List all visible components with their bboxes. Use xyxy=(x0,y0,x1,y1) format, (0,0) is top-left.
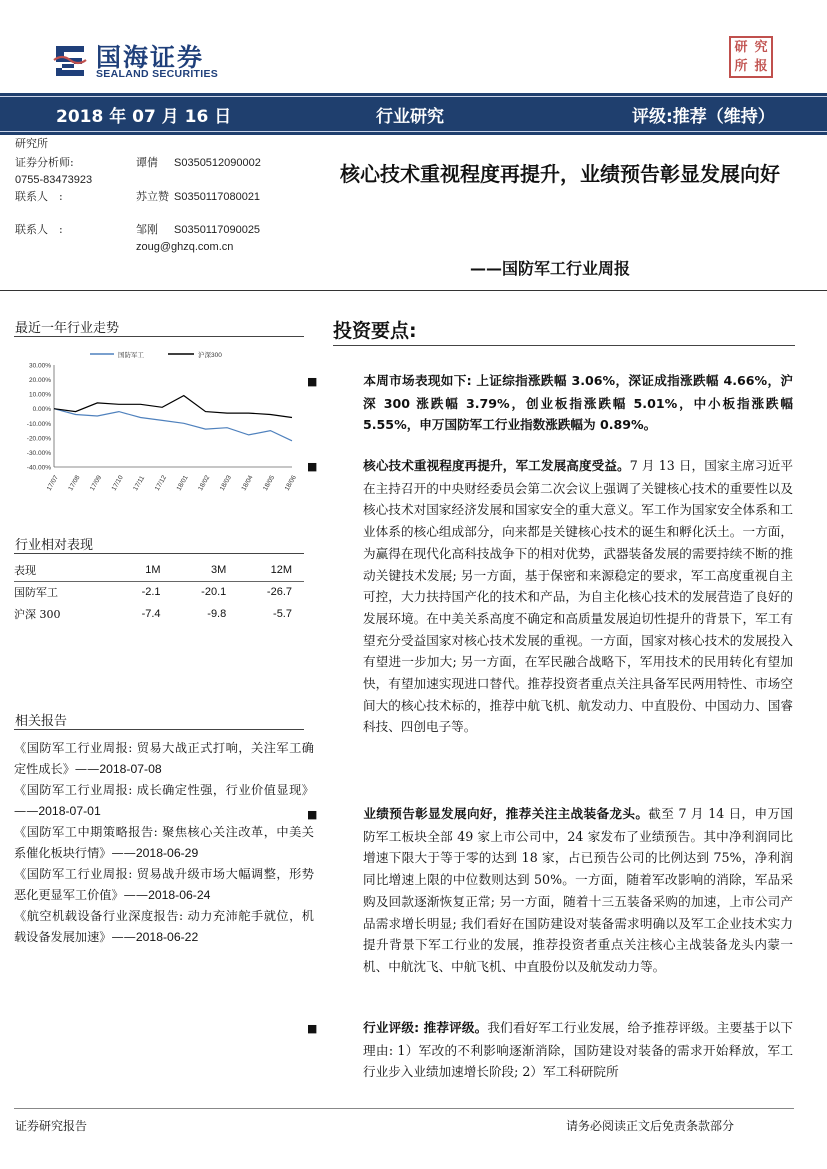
x-tick-label: 18/04 xyxy=(240,474,255,492)
y-tick-label: -10.00% xyxy=(26,420,51,428)
bullet-icon: ■ xyxy=(307,1022,318,1035)
sealand-logo-icon xyxy=(52,40,88,80)
x-tick-label: 17/07 xyxy=(45,474,60,492)
x-tick-label: 18/05 xyxy=(262,474,277,492)
seal-char: 究 xyxy=(754,40,768,55)
table-header-row xyxy=(14,559,304,581)
related-report-title: 《国防军工行业周报: 成长确定性强，行业价值显现》—— xyxy=(14,783,314,818)
y-tick-label: 30.00% xyxy=(28,362,51,370)
table-cell: -20.1 xyxy=(201,586,227,599)
section-divider xyxy=(0,290,827,291)
table-cell: -9.8 xyxy=(207,608,227,620)
trend-chart xyxy=(14,345,304,495)
x-tick-label: 18/01 xyxy=(175,474,190,492)
x-tick-label: 17/11 xyxy=(132,474,147,492)
perf-label: 行业相对表现 xyxy=(15,538,94,553)
table-cell: -7.4 xyxy=(141,608,161,620)
invest-point xyxy=(307,1017,794,1083)
point-text: 截至 7 月 14 日，申万国防军工板块全部 49 家上市公司中，24 家发布了业绩预告。其中净利润同比增速下限大于等于零的达到 18 家，占已预告公司的比例达到 75%，净利润同比增速上限的中位数则达到 50%。一方面，随着军改影响的消除，军品采购及回款逐渐恢复正常; 另一方面，随着十三五装备采购的加速，上市公司产品需求增长明显; 我们看好在国防建设对装备需求明确以及军工企业技术实力提升背景下军工行业的发展，推荐投资者重点关注核心主战装备龙头内蒙一机、中航沈飞、中航飞机、中直股份以及航发动力等。 xyxy=(363,806,793,974)
perf-table xyxy=(14,559,304,625)
y-tick-label: -20.00% xyxy=(26,435,51,443)
analyst-phone: 0755-83473923 xyxy=(15,174,93,186)
related-report-title: 《国防军工中期策略报告: 聚焦核心关注改革，中美关系催化板块行情》—— xyxy=(14,825,314,860)
table-header-cell: 表现 xyxy=(14,563,36,577)
trend-divider xyxy=(14,336,304,337)
y-tick-label: 0.00% xyxy=(32,406,51,414)
related-divider xyxy=(14,729,304,730)
contact-code: S0350117090025 xyxy=(174,224,261,236)
invest-divider xyxy=(333,345,795,346)
seal-char: 所 xyxy=(734,59,748,74)
footer-right: 请务必阅读正文后免责条款部分 xyxy=(566,1119,735,1133)
chart-y-ticks xyxy=(27,363,51,472)
seal-char: 研 xyxy=(734,40,748,55)
x-tick-label: 17/09 xyxy=(88,474,104,492)
bullet-icon: ■ xyxy=(307,808,318,821)
point-lead: 行业评级: 推荐评级。 xyxy=(363,1020,488,1035)
y-tick-label: 10.00% xyxy=(28,391,51,399)
contact-name: 邹刚 xyxy=(136,223,158,236)
related-report-item[interactable] xyxy=(14,738,314,780)
invest-point xyxy=(307,803,793,978)
table-cell: 国防军工 xyxy=(14,586,58,600)
report-title: 核心技术重视程度再提升，业绩预告彰显发展向好 xyxy=(340,162,780,186)
contact-role: 联系人 : xyxy=(15,190,63,203)
y-tick-label: -30.00% xyxy=(26,449,51,457)
related-report-item[interactable] xyxy=(14,906,314,948)
point-lead: 本周市场表现如下: 上证综指涨跌幅 3.06%，深证成指涨跌幅 4.66%，沪深 300 涨跌幅 3.79%，创业板指涨跌幅 5.01%，中小板指涨跌幅 5.55%，申万国防军工行业指数涨跌幅为 0.89%。 xyxy=(363,373,793,433)
related-report-item[interactable] xyxy=(14,822,314,864)
related-report-title: 《航空机载设备行业深度报告: 动力充沛舵手就位，机载设备发展加速》—— xyxy=(14,909,314,944)
x-tick-label: 18/06 xyxy=(283,474,298,492)
research-seal xyxy=(729,36,773,78)
table-cell: 沪深 300 xyxy=(14,608,61,621)
table-header-cell: 12M xyxy=(270,563,292,576)
chart-series xyxy=(54,396,292,441)
contact-name: 苏立赞 xyxy=(136,190,169,203)
related-reports xyxy=(14,738,314,948)
x-tick-label: 17/10 xyxy=(110,474,125,492)
y-tick-label: -40.00% xyxy=(26,464,51,472)
table-row xyxy=(14,603,304,625)
related-report-title: 《国防军工行业周报: 贸易大战正式打响，关注军工确定性成长》—— xyxy=(14,741,314,776)
series-line xyxy=(54,396,292,418)
bullet-icon: ■ xyxy=(307,375,318,388)
footer-left: 证券研究报告 xyxy=(15,1119,88,1133)
table-row xyxy=(14,581,304,603)
logo-text-en: SEALAND SECURITIES xyxy=(96,68,219,80)
related-report-item[interactable] xyxy=(14,864,314,906)
related-report-item[interactable] xyxy=(14,780,314,822)
company-logo xyxy=(52,38,232,84)
contact-role: 联系人 : xyxy=(15,223,63,236)
legend-label-a: 国防军工 xyxy=(118,352,144,359)
legend-label-b: 沪深300 xyxy=(198,352,222,359)
analyst-role: 证券分析师: xyxy=(15,156,74,169)
point-lead: 业绩预告彰显发展向好，推荐关注主战装备龙头。 xyxy=(363,806,649,821)
y-tick-label: 20.00% xyxy=(28,377,51,385)
invest-point xyxy=(307,370,793,436)
report-category: 行业研究 xyxy=(376,107,444,127)
invest-title: 投资要点: xyxy=(333,320,417,342)
report-date: 2018 年 07 月 16 日 xyxy=(56,107,232,127)
chart-x-ticks xyxy=(46,474,298,492)
table-cell: -5.7 xyxy=(273,608,292,620)
invest-point xyxy=(307,455,793,738)
contact-email[interactable]: zoug@ghzq.com.cn xyxy=(136,241,234,253)
point-lead: 核心技术重视程度再提升，军工发展高度受益。 xyxy=(363,458,630,473)
point-text: 我们看好军工行业发展，给予推荐评级。主要基于以下理由: 1）军改的不利影响逐渐消除，国防建设对装备的需求开始释放，军工行业步入业绩加速增长阶段; 2）军工科研院所 xyxy=(363,1020,794,1080)
analyst-code: S0350512090002 xyxy=(174,157,261,169)
related-report-date: 2018-07-08 xyxy=(99,762,162,776)
table-cell: -26.7 xyxy=(266,586,292,599)
related-report-date: 2018-07-01 xyxy=(38,804,101,818)
table-header-cell: 3M xyxy=(210,563,227,576)
logo-text-cn: 国海证券 xyxy=(96,43,205,72)
report-rating: 评级:推荐（维持） xyxy=(632,107,775,127)
point-text: 7 月 13 日，国家主席习近平在主持召开的中央财经委员会第二次会议上强调了关键核心技术的重要性以及核心技术对国家经济发展和国家安全的重大意义。军工作为国家安全体系和工业体系的核心组成部分，向来都是关键核心技术的诞生和孵化沃土。一方面，为赢得在现代化高科技战争下的相对优势，武器装备发展的需要持续不断的推动关键技术发展; 另一方面，基于保密和来源稳定的要求，军工高度重视自主可控，大力扶持国产化的技术和产品，为自主化核心技术的发展营造了良好的发展环境。在中美关系高度不确定和高质量发展迫切性提升的背景下，军工有望充分受益国家对核心技术发展的重视。一方面，国家对核心技术的发展投入有望进一步加大; 另一方面，在军民融合战略下，军用技术的民用转化有望加快，有望加速实现进口替代。推荐投资者重点关注具备军民两用特性、市场空间大的核心技术标的，推荐中航飞机、航发动力、中直股份、中国动力、国睿科技、四创电子等。 xyxy=(363,458,793,735)
table-cell: -2.1 xyxy=(141,586,161,599)
x-tick-label: 17/12 xyxy=(153,474,169,492)
related-report-date: 2018-06-24 xyxy=(148,888,211,902)
x-tick-label: 17/08 xyxy=(67,474,82,492)
related-report-title: 《国防军工行业周报: 贸易战升级市场大幅调整，形势恶化更显军工价值》—— xyxy=(14,867,314,902)
x-tick-label: 18/02 xyxy=(197,474,212,492)
contact-code: S0350117080021 xyxy=(174,191,261,203)
dept-label: 研究所 xyxy=(15,137,48,150)
seal-char: 报 xyxy=(754,59,768,74)
x-tick-label: 18/03 xyxy=(218,474,233,492)
related-label: 相关报告 xyxy=(15,714,68,729)
related-report-date: 2018-06-22 xyxy=(135,930,199,944)
footer-divider xyxy=(14,1108,794,1109)
table-header-cell: 1M xyxy=(145,563,161,576)
trend-label: 最近一年行业走势 xyxy=(15,321,120,336)
perf-divider xyxy=(14,553,304,554)
report-subtitle: ——国防军工行业周报 xyxy=(470,259,631,278)
bullet-icon: ■ xyxy=(307,460,318,473)
analyst-name: 谭倩 xyxy=(136,156,158,169)
related-report-date: 2018-06-29 xyxy=(135,846,199,860)
